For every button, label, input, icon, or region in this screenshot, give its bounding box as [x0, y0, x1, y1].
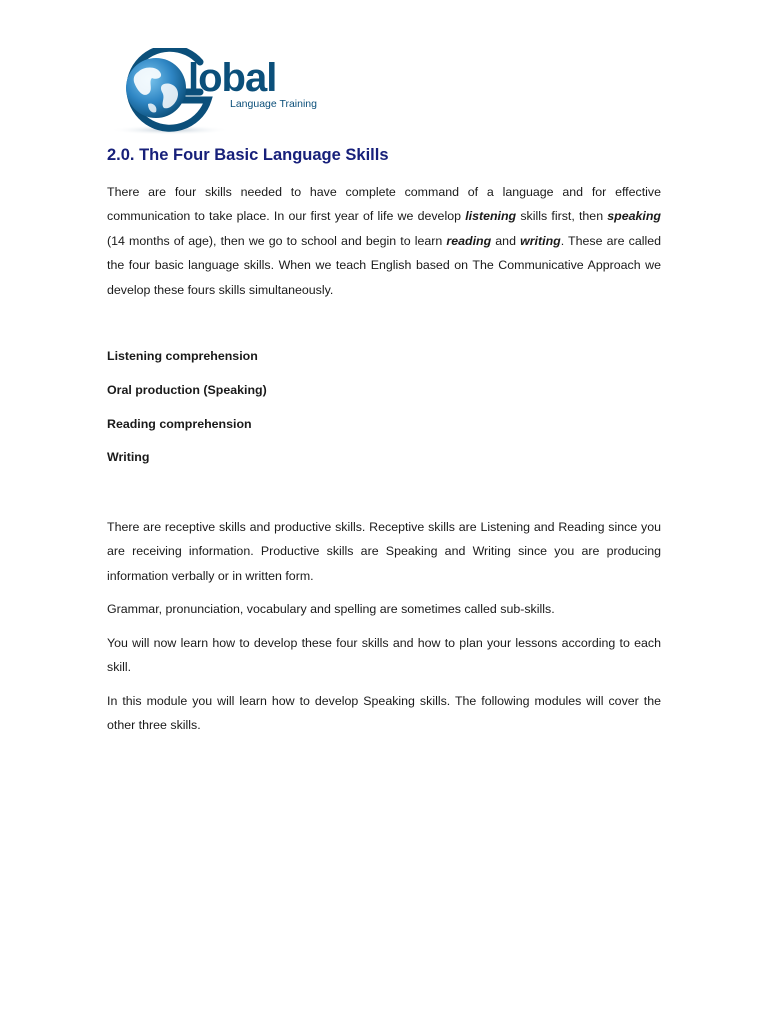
sub-skills-paragraph: Grammar, pronunciation, vocabulary and spelling are sometimes called sub-skills. — [107, 602, 555, 616]
skill-oral-production: Oral production (Speaking) — [107, 383, 267, 397]
develop-skills-paragraph: You will now learn how to develop these four skills and how to plan your lessons according to each skill. — [107, 636, 661, 675]
skill-listening-comprehension: Listening comprehension — [107, 349, 258, 363]
global-logo — [108, 48, 317, 140]
logo-subtitle: Language Training — [230, 98, 317, 110]
intro-text-5: . These are called the four basic language skills. When we teach English based on The Communicative Approach we develop these fours skills simultaneously. — [107, 233, 661, 297]
receptive-productive-paragraph: There are receptive skills and productive skills. Receptive skills are Listening and Reading since you are receiving information. Productive skills are Speaking and Writing since you are producing information verbally or in written form. — [107, 520, 661, 583]
intro-text-4: and — [491, 233, 521, 248]
keyword-writing: writing — [520, 233, 561, 248]
logo-wordmark: lobal — [188, 56, 277, 100]
skill-writing: Writing — [107, 450, 150, 464]
intro-paragraph — [107, 180, 661, 302]
skill-reading-comprehension: Reading comprehension — [107, 417, 252, 431]
keyword-speaking: speaking — [607, 209, 661, 224]
intro-text-3: (14 months of age), then we go to school and begin to learn — [107, 233, 447, 248]
intro-text-2: skills first, then — [516, 209, 608, 224]
keyword-reading: reading — [446, 233, 492, 248]
intro-text-1: There are four skills needed to have complete command of a language and for effective communication to take place. In our first year of life we develop — [107, 185, 661, 224]
section-title: 2.0. The Four Basic Language Skills — [107, 146, 389, 164]
keyword-listening: listening — [465, 209, 517, 224]
module-speaking-paragraph: In this module you will learn how to develop Speaking skills. The following modules will cover the other three skills. — [107, 694, 661, 733]
